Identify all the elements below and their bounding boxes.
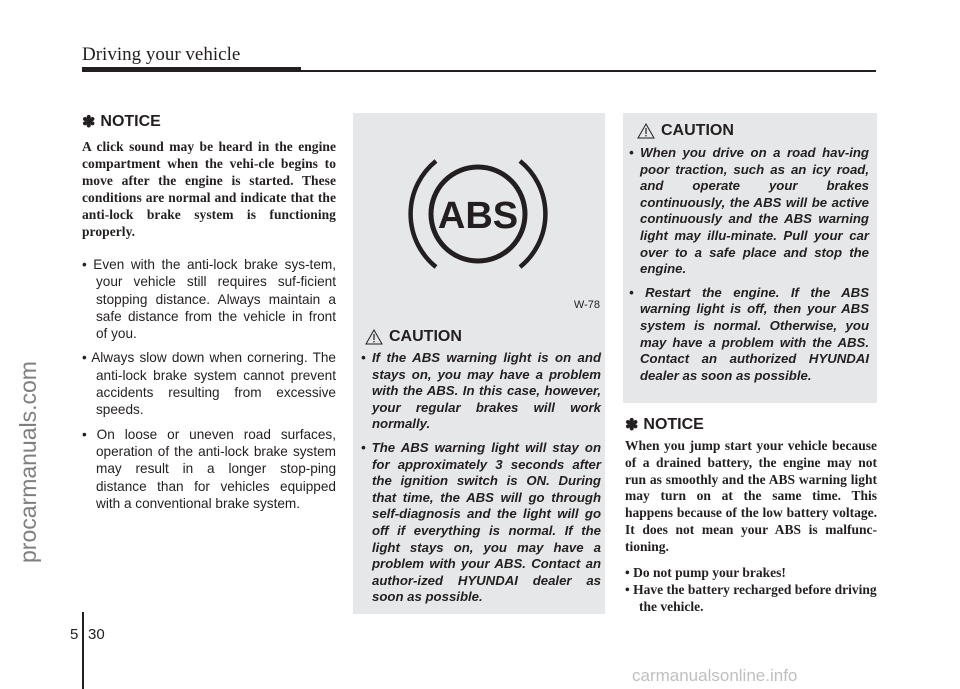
abs-label: ABS bbox=[437, 195, 519, 237]
warning-triangle-icon bbox=[637, 123, 655, 139]
page-number: 30 bbox=[88, 626, 105, 643]
list-item: • Do not pump your brakes! bbox=[625, 565, 786, 580]
notice-bullet-list bbox=[625, 565, 877, 615]
header-rule-thin bbox=[301, 70, 876, 72]
list-item: • If the ABS warning light is on and stays on, you may have a problem with the ABS. In this case, however, your regular brakes will work normally. bbox=[361, 350, 601, 432]
footer-rule bbox=[82, 612, 84, 689]
notice-heading bbox=[625, 415, 704, 435]
caution-list bbox=[629, 145, 869, 391]
caution-heading bbox=[365, 328, 462, 346]
bullet-list bbox=[82, 256, 336, 519]
list-item: • On loose or uneven road surfaces, operation of the anti-lock brake system may result in a longer stop-ping distance than for vehicles equipped with a conventional brake system. bbox=[82, 426, 336, 511]
header-rule-thick bbox=[82, 67, 301, 72]
notice-body: A click sound may be heard in the engine compartment when the vehi-cle begins to move after the engine is started. These conditions are normal and indicate that the anti-lock brake system is functioning properly. bbox=[82, 139, 336, 239]
caution-box-right bbox=[623, 113, 877, 403]
figure-code: W-78 bbox=[573, 299, 600, 311]
caution-heading-label: CAUTION bbox=[661, 122, 734, 139]
caution-heading bbox=[637, 122, 734, 140]
list-item: • Always slow down when cornering. The anti-lock brake system cannot prevent accidents resulting from excessive speeds. bbox=[82, 350, 336, 418]
list-item: • The ABS warning light will stay on for approximately 3 seconds after the ignition switch is ON. During that time, the ABS will go through self-diagnosis and the light will go off if everything is normal. If the light stays on, you may have a problem with your ABS. Contact an author-ized HYUNDAI dealer as soon as possible. bbox=[361, 439, 601, 605]
notice-body bbox=[625, 438, 877, 556]
abs-warning-icon bbox=[408, 139, 548, 289]
list-item: • Restart the engine. If the ABS warning light is off, then your ABS system is normal. Otherwise, you may have a problem with the ABS. Contact an authorized HYUNDAI dealer as soon as possible. bbox=[629, 284, 869, 383]
caution-heading-label: CAUTION bbox=[389, 328, 462, 345]
side-watermark-text: procarmanuals.com bbox=[15, 361, 41, 563]
caution-box-left bbox=[353, 316, 605, 614]
cross-icon: ✽ bbox=[625, 417, 639, 434]
notice-body-text: When you jump start your vehicle because of a drained battery, the engine may not run as smoothly and the ABS warning light may turn on at the same time. This happens because of the low battery voltage. It does not mean your ABS is malfunc-tioning. bbox=[625, 438, 877, 554]
page-header-title: Driving your vehicle bbox=[82, 44, 241, 65]
list-item: • When you drive on a road hav-ing poor traction, such as an icy road, and operate your brakes continuously, the ABS will be active continuously and the ABS warning light may illu-minate. Pull your car over to a safe place and stop the engine. bbox=[629, 145, 869, 277]
list-item: • Have the battery recharged before driving the vehicle. bbox=[625, 581, 877, 614]
notice-heading-label: NOTICE bbox=[100, 113, 161, 130]
warning-triangle-icon bbox=[365, 329, 383, 345]
chapter-number: 5 bbox=[70, 626, 79, 643]
abs-figure-panel bbox=[353, 113, 605, 317]
footer-watermark: carmanualsonline.info bbox=[632, 666, 798, 685]
cross-icon: ✽ bbox=[82, 114, 96, 131]
notice-heading-label: NOTICE bbox=[643, 416, 704, 433]
list-item: • Even with the anti-lock brake sys-tem, your vehicle still requires suf-ficient stopping distance. Always maintain a safe distance from the vehicle in front of you. bbox=[82, 257, 336, 342]
notice-heading bbox=[82, 112, 161, 132]
caution-list bbox=[361, 350, 601, 613]
side-watermark bbox=[2, 145, 46, 565]
